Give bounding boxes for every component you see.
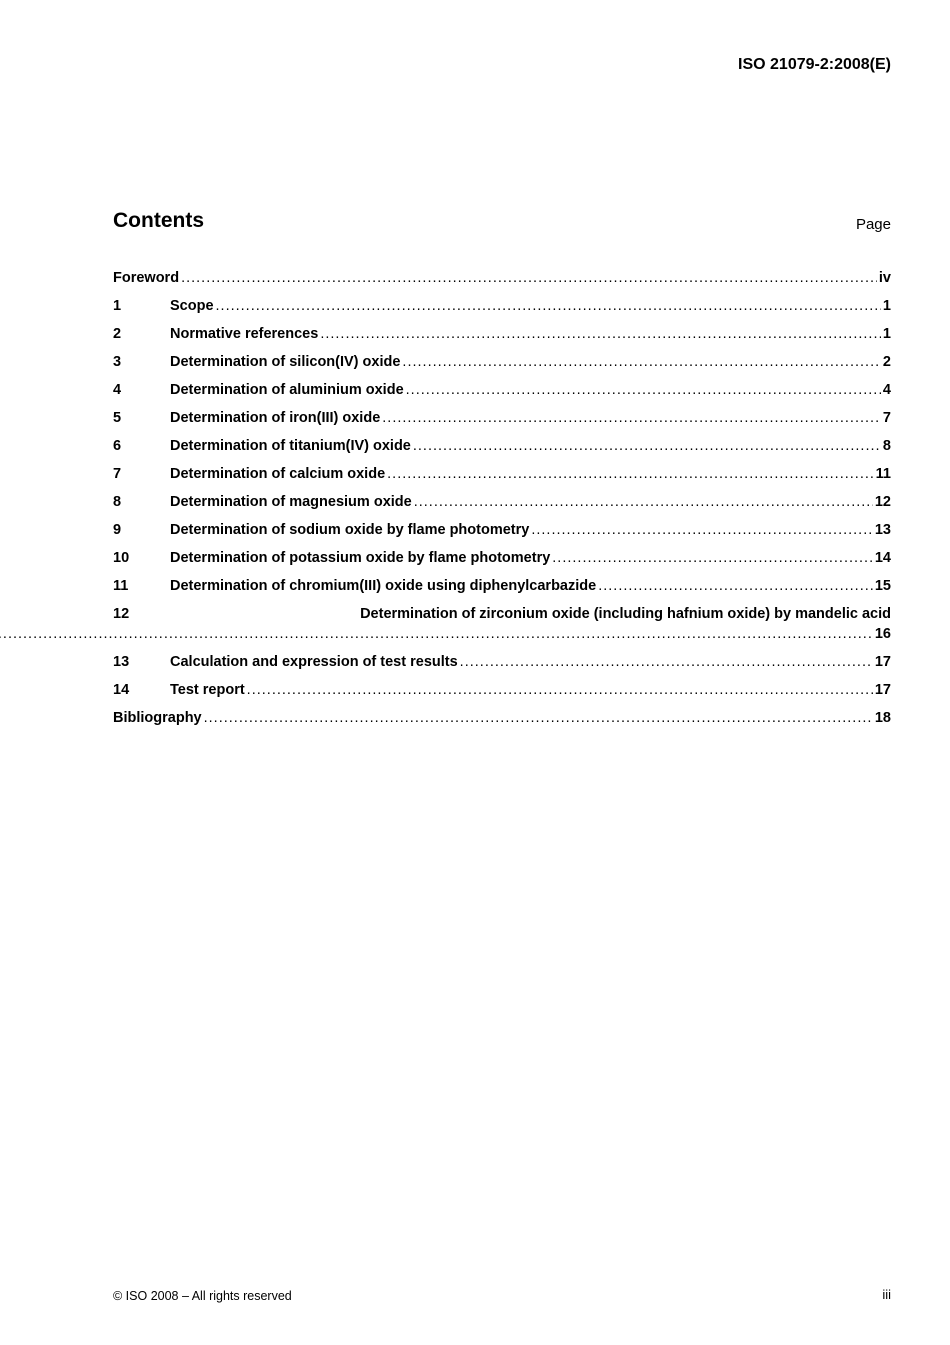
toc-leader-dots <box>598 576 873 596</box>
toc-leader-dots <box>387 464 874 484</box>
toc-entry-number: 12 <box>113 606 130 622</box>
toc-entry-2[interactable] <box>113 324 891 352</box>
toc-leader-dots <box>552 548 873 568</box>
toc-entry-title: Determination of zirconium oxide (including hafnium oxide) by mandelic acid <box>360 606 891 622</box>
toc-entry-number: 14 <box>113 682 130 698</box>
toc-entry-foreword[interactable] <box>113 268 891 296</box>
toc-entry-5[interactable] <box>113 408 891 436</box>
toc-entry-page: iv <box>878 270 891 286</box>
table-of-contents <box>113 268 891 736</box>
toc-leader-dots <box>414 492 873 512</box>
toc-entry-page: 4 <box>882 382 891 398</box>
toc-entry-number: 11 <box>113 578 129 594</box>
toc-entry-page: 8 <box>882 438 891 454</box>
toc-entry-title: Determination of calcium oxide <box>170 466 386 482</box>
toc-leader-dots <box>216 296 881 316</box>
toc-entry-title: Determination of sodium oxide by flame photometry <box>170 522 530 538</box>
page-column-label: Page <box>855 216 891 233</box>
toc-entry-page: 2 <box>882 354 891 370</box>
toc-entry-page: 18 <box>874 710 891 726</box>
toc-leader-dots <box>181 268 877 288</box>
toc-leader-dots <box>406 380 881 400</box>
toc-leader-dots <box>382 408 881 428</box>
toc-entry-number: 3 <box>113 354 122 370</box>
toc-entry-1[interactable] <box>113 296 891 324</box>
toc-entry-title: Determination of magnesium oxide <box>170 494 412 510</box>
toc-entry-number: 1 <box>113 298 122 314</box>
toc-entry-12[interactable] <box>113 604 891 652</box>
toc-entry-number: 4 <box>113 382 122 398</box>
toc-entry-title: Determination of potassium oxide by flame photometry <box>170 550 551 566</box>
toc-entry-title: Determination of aluminium oxide <box>170 382 404 398</box>
toc-entry-page: 17 <box>874 654 891 670</box>
toc-entry-10[interactable] <box>113 548 891 576</box>
toc-leader-dots <box>460 652 873 672</box>
toc-entry-page: 1 <box>882 298 891 314</box>
toc-entry-8[interactable] <box>113 492 891 520</box>
toc-entry-14[interactable] <box>113 680 891 708</box>
toc-entry-3[interactable] <box>113 352 891 380</box>
toc-leader-dots <box>320 324 881 344</box>
toc-entry-9[interactable] <box>113 520 891 548</box>
toc-entry-number: 8 <box>113 494 122 510</box>
toc-entry-4[interactable] <box>113 380 891 408</box>
footer-page-number: iii <box>882 1287 891 1302</box>
toc-entry-title: Scope <box>170 298 214 314</box>
toc-entry-title: Determination of iron(III) oxide <box>170 410 381 426</box>
toc-entry-title: Bibliography <box>113 710 202 726</box>
toc-entry-title: Calculation and expression of test results <box>170 654 458 670</box>
toc-entry-title: Normative references <box>170 326 319 342</box>
toc-entry-title: Determination of titanium(IV) oxide <box>170 438 411 454</box>
toc-entry-page: 11 <box>875 466 891 482</box>
toc-entry-11[interactable] <box>113 576 891 604</box>
toc-entry-number: 9 <box>113 522 122 538</box>
toc-leader-dots <box>413 436 881 456</box>
toc-entry-page: 12 <box>874 494 891 510</box>
toc-leader-dots <box>247 680 873 700</box>
toc-entry-title: Determination of chromium(III) oxide using diphenylcarbazide <box>170 578 597 594</box>
toc-entry-page: 7 <box>882 410 891 426</box>
footer-copyright: © ISO 2008 – All rights reserved <box>113 1289 292 1303</box>
toc-entry-page: 16 <box>874 626 891 642</box>
toc-leader-dots <box>0 624 873 644</box>
toc-entry-title: Test report <box>170 682 245 698</box>
toc-entry-6[interactable] <box>113 436 891 464</box>
toc-entry-13[interactable] <box>113 652 891 680</box>
toc-leader-dots <box>402 352 881 372</box>
toc-entry-number: 13 <box>113 654 130 670</box>
toc-entry-number: 6 <box>113 438 122 454</box>
toc-entry-7[interactable] <box>113 464 891 492</box>
toc-entry-title: Determination of silicon(IV) oxide <box>170 354 401 370</box>
toc-entry-page: 14 <box>874 550 891 566</box>
toc-entry-number: 5 <box>113 410 122 426</box>
toc-entry-number: 7 <box>113 466 122 482</box>
toc-leader-dots <box>204 708 873 728</box>
toc-entry-page: 17 <box>874 682 891 698</box>
document-reference: ISO 21079-2:2008(E) <box>738 56 891 73</box>
toc-entry-number: 2 <box>113 326 122 342</box>
toc-entry-bibliography[interactable] <box>113 708 891 736</box>
toc-entry-page: 15 <box>874 578 891 594</box>
toc-leader-dots <box>531 520 873 540</box>
toc-entry-number: 10 <box>113 550 130 566</box>
contents-title: Contents <box>113 209 204 232</box>
toc-entry-page: 1 <box>882 326 891 342</box>
toc-entry-title: Foreword <box>113 270 180 286</box>
toc-entry-page: 13 <box>874 522 891 538</box>
